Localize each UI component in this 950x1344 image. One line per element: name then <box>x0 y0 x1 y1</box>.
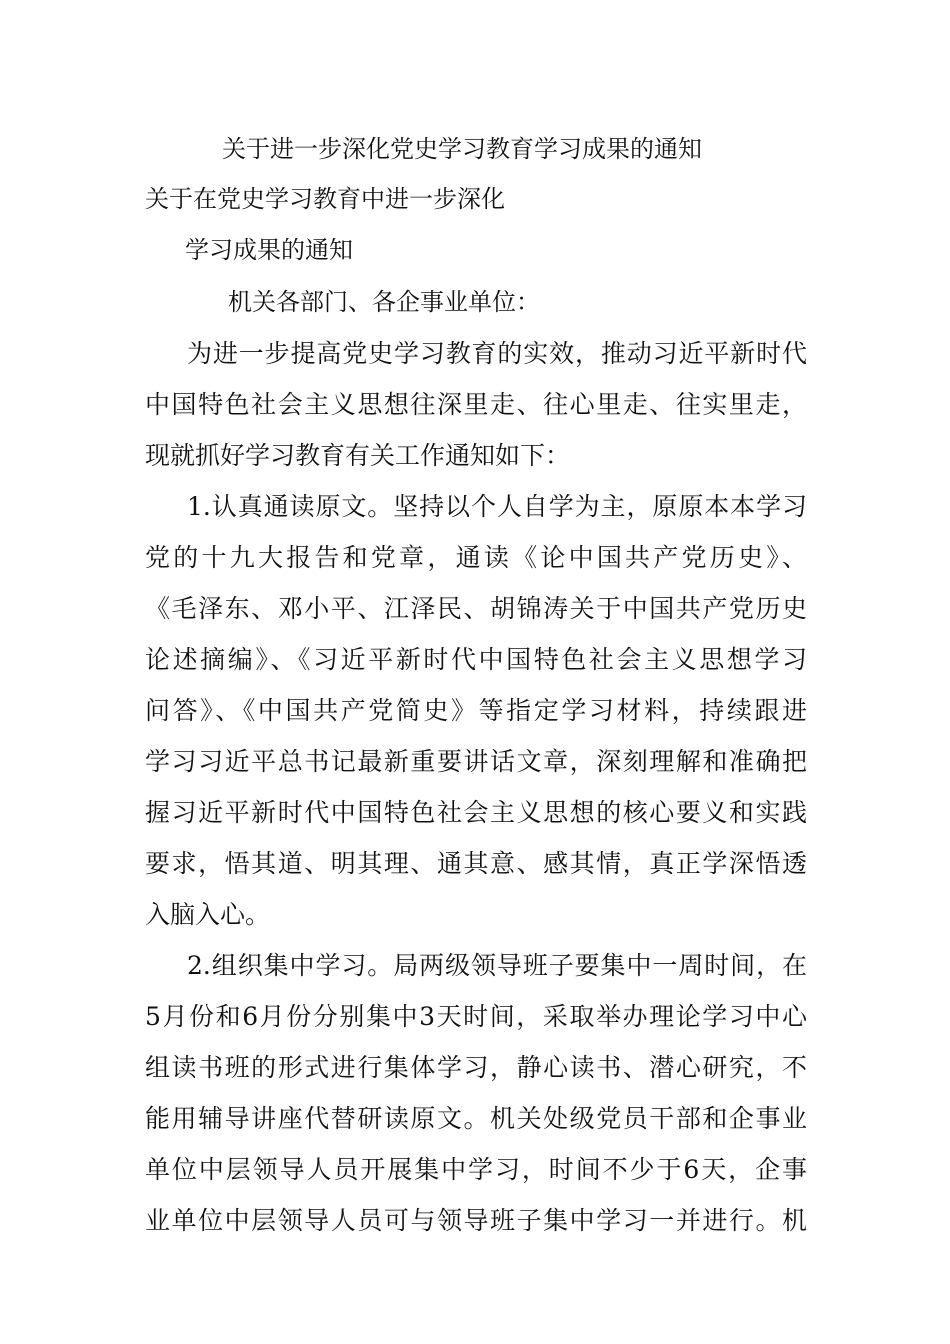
body-line: 问答》、《中国共产党简史》等指定学习材料，持续跟进 <box>145 696 807 725</box>
document-subtitle-line-2: 学习成果的通知 <box>185 236 353 264</box>
document-subtitle-line-1: 关于在党史学习教育中进一步深化 <box>145 185 505 213</box>
body-line: 5月份和6月份分别集中3天时间，采取举办理论学习中心 <box>145 1002 807 1031</box>
body-line: 要求，悟其道、明其理、通其意、感其情，真正学深悟透 <box>145 849 807 878</box>
body-line: 学习习近平总书记最新重要讲话文章，深刻理解和准确把 <box>145 747 807 776</box>
body-line: 组读书班的形式进行集体学习，静心读书、潜心研究，不 <box>145 1053 807 1082</box>
body-line: 2.组织集中学习。局两级领导班子要集中一周时间，在 <box>187 951 807 980</box>
body-line: 为进一步提高党史学习教育的实效，推动习近平新时代 <box>187 339 807 368</box>
salutation: 机关各部门、各企事业单位： <box>228 288 540 316</box>
body-line: 能用辅导讲座代替研读原文。机关处级党员干部和企事业 <box>145 1104 807 1133</box>
document-title: 关于进一步深化党史学习教育学习成果的通知 <box>222 135 702 163</box>
body-line: 入脑入心。 <box>145 900 271 929</box>
body-line: 握习近平新时代中国特色社会主义思想的核心要义和实践 <box>145 798 807 827</box>
body-line: 中国特色社会主义思想往深里走、往心里走、往实里走， <box>145 390 807 419</box>
body-line: 论述摘编》、《习近平新时代中国特色社会主义思想学习 <box>145 645 807 674</box>
body-line: 《毛泽东、邓小平、江泽民、胡锦涛关于中国共产党历史 <box>145 594 807 623</box>
body-line: 单位中层领导人员开展集中学习，时间不少于6天，企事 <box>145 1155 807 1184</box>
body-line: 党的十九大报告和党章，通读《论中国共产党历史》、 <box>145 543 807 572</box>
body-line: 1.认真通读原文。坚持以个人自学为主，原原本本学习 <box>187 492 807 521</box>
body-line: 业单位中层领导人员可与领导班子集中学习一并进行。机 <box>145 1206 807 1235</box>
body-line: 现就抓好学习教育有关工作通知如下： <box>145 441 571 470</box>
